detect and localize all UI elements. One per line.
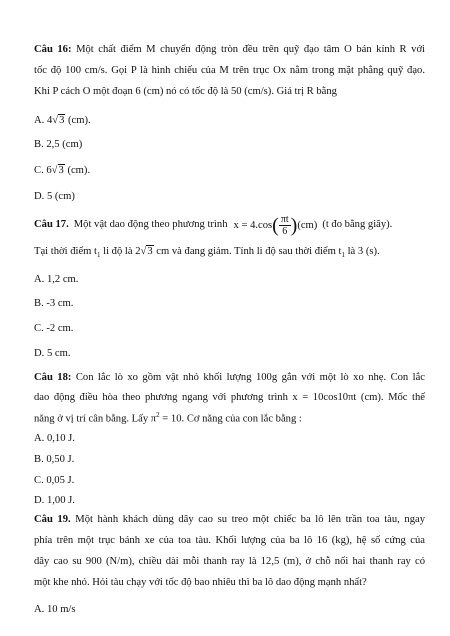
sqrt-symbol: √3 bbox=[52, 115, 65, 126]
q16-option-b: B. 2,5 (cm) bbox=[34, 139, 83, 150]
q19-line3: dây cao su 900 (N/m), chiều dài mỗi thanh ray là 12,5 (m), ở chỗ nối hai thanh ray có bbox=[34, 556, 425, 567]
q16-line1: Câu 16: Một chất điểm M chuyển động tròn đều trên quỹ đạo tâm O bán kính R với bbox=[34, 44, 426, 55]
q16-option-d: D. 5 (cm) bbox=[34, 191, 75, 202]
q17-option-a: A. 1,2 cm. bbox=[34, 274, 79, 285]
q16-option-c: C. 6√3 (cm). bbox=[34, 165, 91, 176]
q18-option-c: C. 0,05 J. bbox=[34, 475, 75, 486]
q17-line1: Câu 17. Một vật dao động theo phương trình x = 4.cos( $\frac{\pi t}{6}$ )(cm) (t đo bằng giây). bbox=[34, 213, 393, 237]
q19-label: Câu 19. bbox=[34, 514, 71, 525]
q17-equation: x = 4.cos( $\frac{\pi t}{6}$ )(cm) bbox=[233, 213, 318, 237]
q16-line3: Khi P cách O một đoạn 6 (cm) nó có tốc độ là 50 (cm/s). Giá trị R bằng bbox=[34, 86, 337, 97]
q18-option-a: A. 0,10 J. bbox=[34, 433, 75, 444]
q18-option-d: D. 1,00 J. bbox=[34, 495, 75, 506]
q16-label: Câu 16: bbox=[34, 44, 72, 55]
q17-option-d: D. 5 cm. bbox=[34, 348, 71, 359]
fraction: $\frac{\pi t}{6}$ bbox=[280, 213, 289, 237]
q18-label: Câu 18: bbox=[34, 372, 72, 383]
sqrt-symbol: √3 bbox=[140, 246, 153, 257]
q19-line2: phía trên một trục bánh xe của toa tàu. Khối lượng của ba lô 16 (kg), hệ số cứng của bbox=[34, 535, 425, 546]
q19-line4: một khe nhỏ. Hỏi tàu chạy với tốc độ bao nhiêu thì ba lô dao động mạnh nhất? bbox=[34, 577, 367, 588]
q16-option-a: A. 4√3 (cm). bbox=[34, 115, 91, 126]
q18-option-b: B. 0,50 J. bbox=[34, 454, 75, 465]
q17-line2: Tại thời điểm $t_1$ li độ là 2√3 cm và đang giảm. Tính li độ sau thời điểm $t_1$ là 3 (s). bbox=[34, 246, 380, 260]
q16-line2: tốc độ 100 cm/s. Gọi P là hình chiếu của M trên trục Ox nằm trong mặt phẳng quỹ đạo. bbox=[34, 65, 425, 76]
q18-line3: năng ở vị trí cân bằng. Lấy $\pi^2 = 10$. Cơ năng của con lắc bằng : bbox=[34, 411, 302, 425]
q17-option-b: B. -3 cm. bbox=[34, 298, 74, 309]
q19-option-a: A. 10 m/s bbox=[34, 604, 76, 615]
q17-label: Câu 17. bbox=[34, 219, 69, 231]
sqrt-symbol: √3 bbox=[51, 165, 64, 176]
q18-line2: dao động điều hòa theo phương ngang với phương trình x = 10cos10πt (cm). Mốc thế bbox=[34, 392, 425, 403]
q19-line1: Câu 19. Một hành khách dùng dây cao su treo một chiếc ba lô lên trần toa tàu, ngay bbox=[34, 514, 425, 525]
q18-line1: Câu 18: Con lắc lò xo gồm vật nhỏ khối lượng 100g gắn với một lò xo nhẹ. Con lắc bbox=[34, 372, 426, 383]
q17-option-c: C. -2 cm. bbox=[34, 323, 74, 334]
